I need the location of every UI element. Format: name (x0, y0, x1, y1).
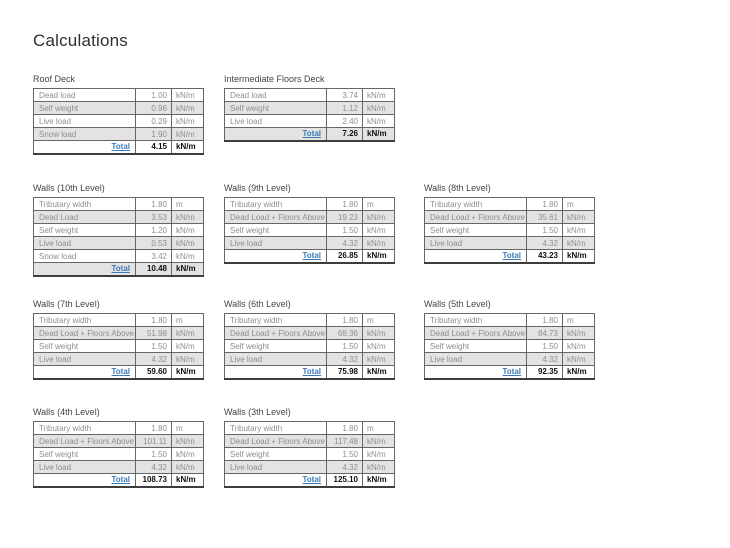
section-title: Roof Deck (33, 74, 76, 84)
row-label: Dead Load + Floors Above (425, 327, 527, 340)
page-title: Calculations (33, 31, 129, 50)
total-row (34, 366, 204, 379)
row-value: 1.80 (327, 422, 363, 435)
table-row (34, 224, 204, 237)
row-unit: kN/m (363, 353, 395, 366)
row-label: Live load (34, 353, 136, 366)
row-label: Live load (425, 237, 527, 250)
row-label: Dead Load + Floors Above (225, 327, 327, 340)
table-row (225, 102, 395, 115)
table-row (425, 327, 595, 340)
table-row (34, 327, 204, 340)
row-value: 84.73 (527, 327, 563, 340)
table-row (225, 340, 395, 353)
total-row (225, 366, 395, 379)
load-table (33, 197, 204, 277)
row-value: 4.32 (327, 237, 363, 250)
load-table (224, 421, 395, 488)
row-label: Dead Load + Floors Above (34, 327, 136, 340)
row-unit: kN/m (563, 353, 595, 366)
row-label: Snow load (34, 250, 136, 263)
section-walls-6th-level (224, 299, 396, 380)
row-label: Dead load (34, 89, 136, 102)
total-link[interactable]: Total (502, 367, 521, 377)
row-unit: kN/m (172, 102, 204, 115)
table-row (225, 211, 395, 224)
row-unit: kN/m (172, 89, 204, 102)
row-unit: kN/m (563, 224, 595, 237)
table-row (34, 314, 204, 327)
row-value: 1.50 (327, 340, 363, 353)
row-label: Self weight (225, 340, 327, 353)
table-row (34, 353, 204, 366)
row-value: 117.48 (327, 435, 363, 448)
table-row (225, 314, 395, 327)
total-value: 59.60 (136, 366, 172, 379)
row-label: Dead Load + Floors Above (425, 211, 527, 224)
total-label-cell (34, 474, 136, 487)
table-row (34, 115, 204, 128)
section-title: Walls (9th Level) (224, 183, 291, 193)
row-value: 4.32 (327, 461, 363, 474)
row-unit: kN/m (172, 461, 204, 474)
section-title: Walls (3th Level) (224, 407, 291, 417)
row-value: 1.50 (527, 224, 563, 237)
row-label: Self weight (34, 224, 136, 237)
row-label: Self weight (225, 102, 327, 115)
row-value: 4.32 (527, 237, 563, 250)
total-value: 75.98 (327, 366, 363, 379)
table-row (34, 89, 204, 102)
table-row (425, 340, 595, 353)
row-label: Dead Load (34, 211, 136, 224)
row-label: Dead Load + Floors Above (225, 435, 327, 448)
row-unit: kN/m (172, 353, 204, 366)
row-value: 1.80 (527, 198, 563, 211)
row-unit: kN/m (563, 340, 595, 353)
table-row (34, 237, 204, 250)
load-table (224, 88, 395, 142)
table-row (225, 198, 395, 211)
total-row (225, 128, 395, 141)
total-label-cell (34, 366, 136, 379)
section-walls-4th-level (33, 407, 205, 488)
table-row (425, 211, 595, 224)
table-row (34, 102, 204, 115)
row-label: Dead load (225, 89, 327, 102)
table-row (225, 422, 395, 435)
row-label: Live load (34, 461, 136, 474)
row-unit: m (172, 314, 204, 327)
section-title: Walls (6th Level) (224, 299, 291, 309)
row-value: 1.50 (527, 340, 563, 353)
row-label: Self weight (425, 224, 527, 237)
row-value: 4.32 (136, 353, 172, 366)
row-label: Self weight (425, 340, 527, 353)
table-row (425, 353, 595, 366)
row-unit: kN/m (172, 237, 204, 250)
row-value: 3.42 (136, 250, 172, 263)
row-label: Live load (34, 237, 136, 250)
row-unit: m (363, 314, 395, 327)
total-link[interactable]: Total (302, 251, 321, 261)
table-row (34, 461, 204, 474)
total-value: 26.85 (327, 250, 363, 263)
table-row (425, 314, 595, 327)
row-unit: kN/m (363, 237, 395, 250)
total-row (34, 474, 204, 487)
section-title: Intermediate Floors Deck (224, 74, 325, 84)
load-table (33, 313, 204, 380)
total-unit: kN/m (172, 474, 204, 487)
total-label-cell (225, 250, 327, 263)
section-roof-deck (33, 74, 205, 155)
row-value: 3.53 (136, 211, 172, 224)
row-value: 1.90 (136, 128, 172, 141)
total-unit: kN/m (363, 474, 395, 487)
row-label: Tributary width (225, 314, 327, 327)
row-value: 3.74 (327, 89, 363, 102)
total-link[interactable]: Total (111, 367, 130, 377)
table-row (34, 198, 204, 211)
row-unit: kN/m (172, 340, 204, 353)
total-label-cell (34, 263, 136, 276)
load-table (424, 197, 595, 264)
total-unit: kN/m (172, 366, 204, 379)
total-row (425, 366, 595, 379)
total-value: 7.26 (327, 128, 363, 141)
row-label: Self weight (225, 224, 327, 237)
row-unit: kN/m (172, 448, 204, 461)
table-row (425, 198, 595, 211)
table-row (34, 250, 204, 263)
total-unit: kN/m (363, 366, 395, 379)
row-value: 1.50 (136, 340, 172, 353)
total-link[interactable]: Total (302, 475, 321, 485)
total-label-cell (425, 366, 527, 379)
row-unit: kN/m (563, 327, 595, 340)
row-label: Self weight (34, 340, 136, 353)
table-row (225, 115, 395, 128)
row-unit: m (363, 198, 395, 211)
total-label-cell (225, 128, 327, 141)
row-unit: kN/m (172, 115, 204, 128)
section-walls-5th-level (424, 299, 596, 380)
row-label: Tributary width (34, 198, 136, 211)
row-label: Dead Load + Floors Above (34, 435, 136, 448)
total-row (225, 250, 395, 263)
row-label: Dead Load + Floors Above (225, 211, 327, 224)
table-row (425, 224, 595, 237)
section-intermediate-floors-deck (224, 74, 396, 142)
row-value: 51.98 (136, 327, 172, 340)
total-link[interactable]: Total (111, 142, 130, 152)
load-table (424, 313, 595, 380)
table-row (225, 237, 395, 250)
total-unit: kN/m (363, 250, 395, 263)
total-row (425, 250, 595, 263)
total-unit: kN/m (172, 141, 204, 154)
row-label: Tributary width (34, 422, 136, 435)
row-value: 1.20 (136, 224, 172, 237)
row-unit: kN/m (363, 89, 395, 102)
total-label-cell (225, 366, 327, 379)
total-value: 92.35 (527, 366, 563, 379)
section-title: Walls (5th Level) (424, 299, 491, 309)
total-row (225, 474, 395, 487)
total-value: 43.23 (527, 250, 563, 263)
row-unit: kN/m (363, 102, 395, 115)
total-value: 4.15 (136, 141, 172, 154)
total-value: 108.73 (136, 474, 172, 487)
load-table (33, 421, 204, 488)
total-link[interactable]: Total (111, 475, 130, 485)
row-value: 4.32 (136, 461, 172, 474)
table-row (34, 211, 204, 224)
row-unit: kN/m (363, 448, 395, 461)
row-value: 101.11 (136, 435, 172, 448)
table-row (225, 89, 395, 102)
row-value: 1.50 (136, 448, 172, 461)
row-unit: kN/m (172, 435, 204, 448)
total-label-cell (225, 474, 327, 487)
row-value: 1.80 (136, 422, 172, 435)
row-unit: kN/m (363, 435, 395, 448)
row-unit: kN/m (363, 327, 395, 340)
row-label: Tributary width (425, 198, 527, 211)
row-label: Tributary width (225, 198, 327, 211)
row-unit: kN/m (172, 224, 204, 237)
section-walls-9th-level (224, 183, 396, 264)
row-unit: kN/m (363, 224, 395, 237)
section-title: Walls (8th Level) (424, 183, 491, 193)
row-label: Self weight (34, 448, 136, 461)
row-unit: kN/m (172, 128, 204, 141)
table-row (225, 461, 395, 474)
row-unit: kN/m (172, 327, 204, 340)
total-link[interactable]: Total (502, 251, 521, 261)
table-row (225, 448, 395, 461)
row-value: 1.12 (327, 102, 363, 115)
load-table (33, 88, 204, 155)
total-unit: kN/m (563, 250, 595, 263)
table-row (34, 128, 204, 141)
row-label: Live load (225, 237, 327, 250)
total-value: 10.48 (136, 263, 172, 276)
row-value: 0.53 (136, 237, 172, 250)
table-row (225, 327, 395, 340)
table-row (425, 237, 595, 250)
row-value: 0.29 (136, 115, 172, 128)
total-row (34, 263, 204, 276)
row-value: 1.80 (136, 198, 172, 211)
section-title: Walls (10th Level) (33, 183, 105, 193)
section-walls-3th-level (224, 407, 396, 488)
row-unit: kN/m (363, 461, 395, 474)
row-unit: m (172, 198, 204, 211)
row-unit: kN/m (172, 211, 204, 224)
row-label: Live load (225, 461, 327, 474)
row-unit: m (563, 198, 595, 211)
total-row (34, 141, 204, 154)
row-unit: kN/m (363, 115, 395, 128)
section-walls-7th-level (33, 299, 205, 380)
row-label: Snow load (34, 128, 136, 141)
total-unit: kN/m (363, 128, 395, 141)
row-label: Self weight (34, 102, 136, 115)
row-value: 1.80 (327, 314, 363, 327)
row-value: 1.80 (327, 198, 363, 211)
row-unit: m (563, 314, 595, 327)
table-row (225, 435, 395, 448)
row-value: 1.50 (327, 448, 363, 461)
row-label: Tributary width (425, 314, 527, 327)
section-title: Walls (7th Level) (33, 299, 100, 309)
row-value: 1.80 (136, 314, 172, 327)
section-title: Walls (4th Level) (33, 407, 100, 417)
total-unit: kN/m (172, 263, 204, 276)
row-label: Tributary width (225, 422, 327, 435)
row-unit: kN/m (563, 237, 595, 250)
row-value: 1.80 (527, 314, 563, 327)
total-link[interactable]: Total (302, 367, 321, 377)
row-value: 4.32 (527, 353, 563, 366)
load-table (224, 197, 395, 264)
row-value: 68.36 (327, 327, 363, 340)
row-value: 1.50 (327, 224, 363, 237)
row-unit: kN/m (563, 211, 595, 224)
total-link[interactable]: Total (302, 129, 321, 139)
row-unit: kN/m (363, 211, 395, 224)
row-label: Self weight (225, 448, 327, 461)
row-value: 1.00 (136, 89, 172, 102)
total-label-cell (34, 141, 136, 154)
row-value: 2.40 (327, 115, 363, 128)
row-value: 19.23 (327, 211, 363, 224)
total-link[interactable]: Total (111, 264, 130, 274)
total-value: 125.10 (327, 474, 363, 487)
row-value: 0.96 (136, 102, 172, 115)
row-unit: kN/m (172, 250, 204, 263)
row-unit: m (363, 422, 395, 435)
row-label: Live load (34, 115, 136, 128)
row-unit: m (172, 422, 204, 435)
table-row (34, 340, 204, 353)
section-walls-8th-level (424, 183, 596, 264)
table-row (34, 448, 204, 461)
row-unit: kN/m (363, 340, 395, 353)
row-label: Live load (425, 353, 527, 366)
table-row (225, 353, 395, 366)
row-label: Tributary width (34, 314, 136, 327)
section-walls-10th-level (33, 183, 205, 277)
table-row (225, 224, 395, 237)
row-label: Live load (225, 353, 327, 366)
row-value: 4.32 (327, 353, 363, 366)
total-unit: kN/m (563, 366, 595, 379)
load-table (224, 313, 395, 380)
table-row (34, 422, 204, 435)
row-label: Live load (225, 115, 327, 128)
row-value: 35.61 (527, 211, 563, 224)
total-label-cell (425, 250, 527, 263)
table-row (34, 435, 204, 448)
